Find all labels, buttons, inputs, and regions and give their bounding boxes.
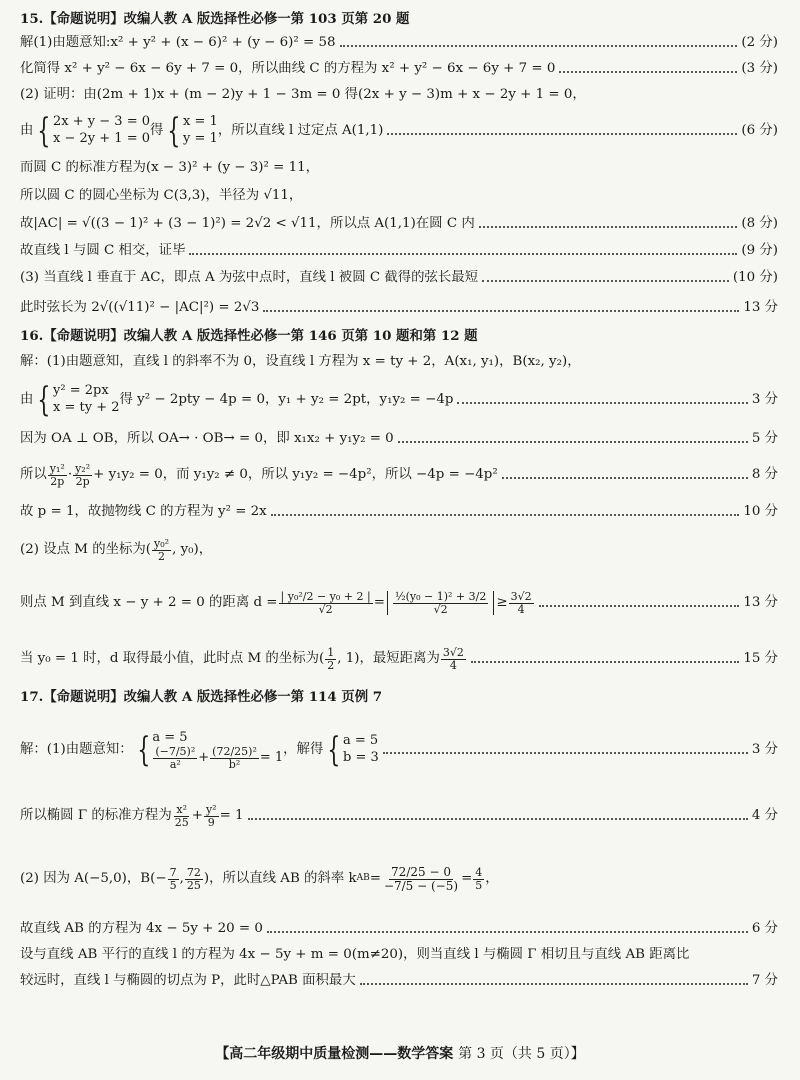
q15-line-8: 故直线 l 与圆 C 相交，证毕 (9 分) [20,242,778,258]
page-number: 第 3 页（共 5 页）】 [458,1046,585,1062]
q16-line-3: 因为 OA ⊥ OB，所以 OA→ · OB→ = 0，即 x₁x₂ + y₁y₂ = 0 5 分 [20,430,778,446]
equation-system: { a = 5 b = 3 [327,730,379,770]
q16-line-5: 故 p = 1，故抛物线 C 的方程为 y² = 2x 10 分 [20,503,778,519]
fraction: $\frac{1}{2}$ [327,645,335,672]
equation-system: { a = 5 $\frac{\text{(−7/5)²}}{\text{a²}}$ + $\frac{\text{(72/25)²}}{\text{b²}}$ = 1 [137,729,284,771]
score: 15 分 [743,650,778,666]
leader-dots [457,402,747,404]
score: (6 分) [741,122,778,138]
equation-system: { x = 1 y = 1 [167,111,218,151]
q17-heading: 17.【命题说明】改编人教 A 版选择性必修一第 114 页例 7 [20,688,383,705]
score: 6 分 [751,920,778,936]
fraction: $\frac{\text{y₀²}}{2}$ [154,536,170,563]
score: (8 分) [741,215,778,231]
fraction: $\frac{3√2}{4}$ [442,645,464,672]
fraction: $\frac{72/25 - 0}{-7/5 - (-5)}$ [383,864,459,893]
score: 7 分 [751,972,778,988]
equation-system: { 2x + y − 3 = 0 x − 2y + 1 = 0 [37,111,150,151]
q17-line-1: 解：(1)由题意知： { a = 5 $\frac{\text{(−7/5)²}}{\text{a²}}$ + $\frac{\text{(72/25)²}}{\text{b²}}$ = 1 ，解得 { a = 5 b = 3 3 分 [20,729,778,771]
leader-dots [271,514,740,516]
q15-line-1: 解(1)由题意知:x² + y² + (x − 6)² + (y − 6)² = 58 (2 分) [20,34,778,50]
q16-heading: 16.【命题说明】改编人教 A 版选择性必修一第 146 页第 10 题和第 12 题 [20,327,478,344]
leader-dots [387,133,737,135]
leader-dots [267,931,748,933]
q17-line-6: 较远时，直线 l 与椭圆的切点为 P，此时△PAB 面积最大 7 分 [20,972,778,988]
q15-line-5: 而圆 C 的标准方程为(x − 3)² + (y − 3)² = 11， [20,159,320,175]
fraction: $\frac{72}{25}$ [186,865,201,892]
fraction: $\frac{3√2}{4}$ [510,589,532,616]
q17-line-2: 所以椭圆 Γ 的标准方程为 $\frac{\text{x²}}{25}$ + $\frac{\text{y²}}{9}$ = 1 4 分 [20,802,778,829]
score: (10 分) [732,269,778,285]
leader-dots [263,310,739,312]
q16-line-6: (2) 设点 M 的坐标为( $\frac{\text{y₀²}}{2}$ , y₀)， [20,536,213,563]
leader-dots [482,280,729,282]
score: 8 分 [751,466,778,482]
score: 13 分 [743,594,778,610]
q15-line-4: 由 { 2x + y − 3 = 0 x − 2y + 1 = 0 得 { x = 1 y = 1 ，所以直线 l 过定点 A(1,1) (6 分) [20,111,778,151]
leader-dots [479,226,738,228]
leader-dots [340,45,738,47]
leader-dots [471,661,739,663]
score: 3 分 [751,741,778,757]
fraction: $\frac{7}{5}$ [169,865,177,892]
q15-line-7: 故|AC| = √((3 − 1)² + (3 − 1)²) = 2√2 < √11，所以点 A(1,1)在圆 C 内 (8 分) [20,215,778,231]
score: (2 分) [741,34,778,50]
fraction: $\frac{\text{x²}}{25}$ [174,802,189,829]
leader-dots [189,253,737,255]
fraction: $\frac{\text{(−7/5)²}}{\text{a²}}$ [155,745,196,771]
leader-dots [383,752,748,754]
score: (9 分) [741,242,778,258]
leader-dots [502,477,748,479]
q15-line-10: 此时弦长为 2√((√11)² − |AC|²) = 2√3 13 分 [20,299,778,315]
q15-heading: 15.【命题说明】改编人教 A 版选择性必修一第 103 页第 20 题 [20,10,410,27]
fraction: $\frac{\text{y₂²}}{2p}$ [75,461,91,488]
absolute-value [387,591,494,615]
q16-line-1: 解：(1)由题意知，直线 l 的斜率不为 0，设直线 l 方程为 x = ty + 2，A(x₁, y₁)，B(x₂, y₂)， [20,353,581,369]
leader-dots [398,441,748,443]
q16-line-2: 由 { y² = 2px x = ty + 2 得 y² − 2pty − 4p = 0，y₁ + y₂ = 2pt，y₁y₂ = −4p 3 分 [20,380,778,420]
q17-line-3: (2) 因为 A(−5,0)，B(− $\frac{7}{5}$ , $\frac{72}{25}$ )，所以直线 AB 的斜率 k AB = $\frac{72/25 - 0}{-7/5 - (-5)}$ = $\frac{4}{5}$ ， [20,864,499,893]
q15-line-2: 化简得 x² + y² − 6x − 6y + 7 = 0，所以曲线 C 的方程为 x² + y² − 6x − 6y + 7 = 0 (3 分) [20,60,778,76]
q16-line-7: 则点 M 到直线 x − y + 2 = 0 的距离 d = $\frac{\text{| y₀²/2 − y₀ + 2 |}}{√2}$ = $\frac{\text{½(y₀ − 1)² + 3/2}}{√2}$ ≥ $\frac{3√2}{4}$ 13 分 [20,589,778,616]
q17-line-5: 设与直线 AB 平行的直线 l 的方程为 4x − 5y + m = 0(m≠20)，则当直线 l 与椭圆 Γ 相切且与直线 AB 距离比 [20,946,690,962]
score: 3 分 [751,391,778,407]
fraction: $\frac{\text{y²}}{9}$ [205,802,217,829]
fraction: $\frac{4}{5}$ [475,865,483,892]
fraction: $\frac{\text{y₁²}}{2p}$ [49,461,65,488]
leader-dots [248,818,748,820]
score: (3 分) [741,60,778,76]
leader-dots [360,983,748,985]
q16-line-4: 所以 $\frac{\text{y₁²}}{2p}$ · $\frac{\text{y₂²}}{2p}$ + y₁y₂ = 0，而 y₁y₂ ≠ 0，所以 y₁y₂ = −4p²，所以 −4p = −4p² 8 分 [20,461,778,488]
score: 5 分 [751,430,778,446]
fraction: $\frac{\text{½(y₀ − 1)² + 3/2}}{√2}$ [394,589,487,616]
q15-line-3: (2) 证明：由(2m + 1)x + (m − 2)y + 1 − 3m = 0 得(2x + y − 3)m + x − 2y + 1 = 0， [20,86,586,102]
leader-dots [539,605,740,607]
equation-system: { y² = 2px x = ty + 2 [37,380,120,420]
page-footer: 【高二年级期中质量检测——数学答案 第 3 页（共 5 页）】 [215,1046,585,1062]
fraction: $\frac{\text{| y₀²/2 − y₀ + 2 |}}{√2}$ [280,589,371,616]
score: 13 分 [743,299,778,315]
q15-line-9: (3) 当直线 l 垂直于 AC，即点 A 为弦中点时，直线 l 被圆 C 截得的弦长最短 (10 分) [20,269,778,285]
fraction: $\frac{\text{(72/25)²}}{\text{b²}}$ [212,745,257,771]
score: 10 分 [743,503,778,519]
leader-dots [559,71,737,73]
q17-line-4: 故直线 AB 的方程为 4x − 5y + 20 = 0 6 分 [20,920,778,936]
q16-line-8: 当 y₀ = 1 时，d 取得最小值，此时点 M 的坐标为( $\frac{1}{2}$ , 1)，最短距离为 $\frac{3√2}{4}$ 15 分 [20,645,778,672]
q15-line-6: 所以圆 C 的圆心坐标为 C(3,3)，半径为 √11， [20,187,303,203]
score: 4 分 [751,807,778,823]
